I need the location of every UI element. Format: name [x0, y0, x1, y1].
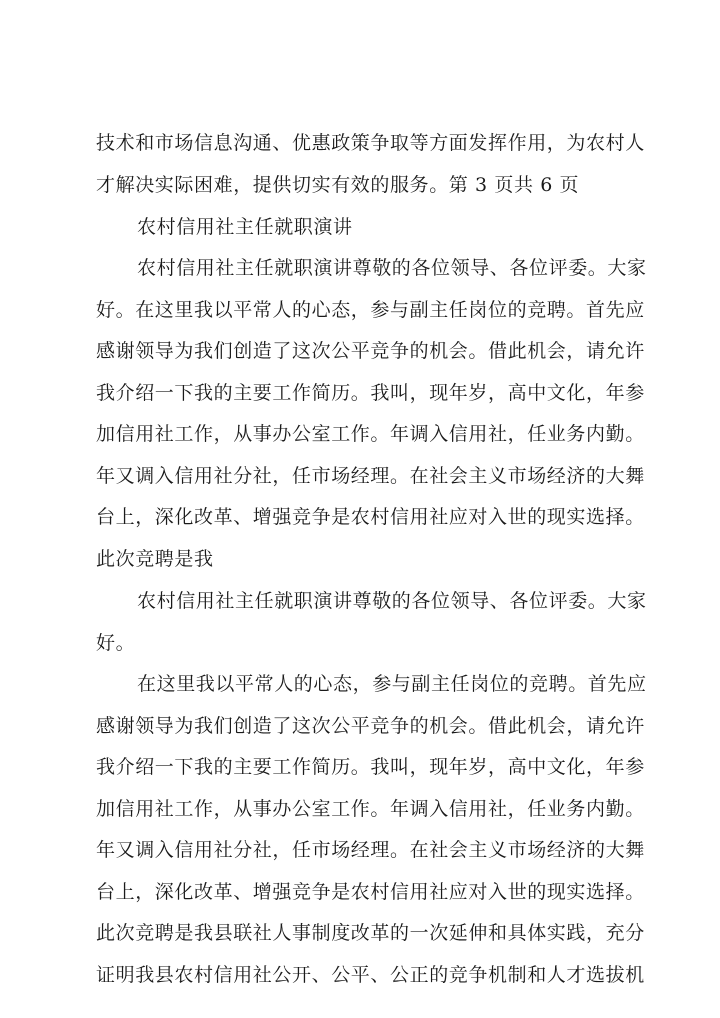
body-text-line: 台上，深化改革、增强竞争是农村信用社应对入世的现实选择。 — [96, 881, 645, 903]
body-text-line: 我介绍一下我的主要工作简历。我叫，现年岁，高中文化，年参 — [96, 756, 645, 778]
body-text-line: 感谢领导为我们创造了这次公平竞争的机会。借此机会，请允许 — [96, 715, 645, 737]
body-text-line: 农村信用社主任就职演讲尊敬的各位领导、各位评委。大家 — [137, 590, 647, 612]
body-text-line: 加信用社工作，从事办公室工作。年调入信用社，任业务内勤。 — [96, 798, 645, 820]
body-text-line: 年又调入信用社分社，任市场经理。在社会主义市场经济的大舞 — [96, 839, 645, 861]
body-text-line: 农村信用社主任就职演讲尊敬的各位领导、各位评委。大家 — [137, 257, 647, 279]
body-text-line: 好。 — [96, 632, 136, 654]
body-text-line: 此次竞聘是我 — [96, 548, 214, 570]
body-text-line: 加信用社工作，从事办公室工作。年调入信用社，任业务内勤。 — [96, 423, 645, 445]
body-text-line: 好。在这里我以平常人的心态，参与副主任岗位的竞聘。首先应 — [96, 299, 645, 321]
body-text-line: 此次竞聘是我县联社人事制度改革的一次延伸和具体实践，充分 — [96, 922, 645, 944]
body-text-line: 才解决实际困难，提供切实有效的服务。第 3 页共 6 页 — [96, 174, 580, 196]
body-text-line: 年又调入信用社分社，任市场经理。在社会主义市场经济的大舞 — [96, 465, 645, 487]
body-text-line: 技术和市场信息沟通、优惠政策争取等方面发挥作用，为农村人 — [96, 132, 645, 154]
section-title: 农村信用社主任就职演讲 — [137, 216, 353, 238]
body-text-line: 台上，深化改革、增强竞争是农村信用社应对入世的现实选择。 — [96, 506, 645, 528]
body-text-line: 证明我县农村信用社公开、公平、公正的竞争机制和人才选拔机 — [96, 964, 645, 986]
body-text-line: 我介绍一下我的主要工作简历。我叫，现年岁，高中文化，年参 — [96, 382, 645, 404]
body-text-line: 在这里我以平常人的心态，参与副主任岗位的竞聘。首先应 — [137, 673, 647, 695]
body-text-line: 感谢领导为我们创造了这次公平竞争的机会。借此机会，请允许 — [96, 340, 645, 362]
